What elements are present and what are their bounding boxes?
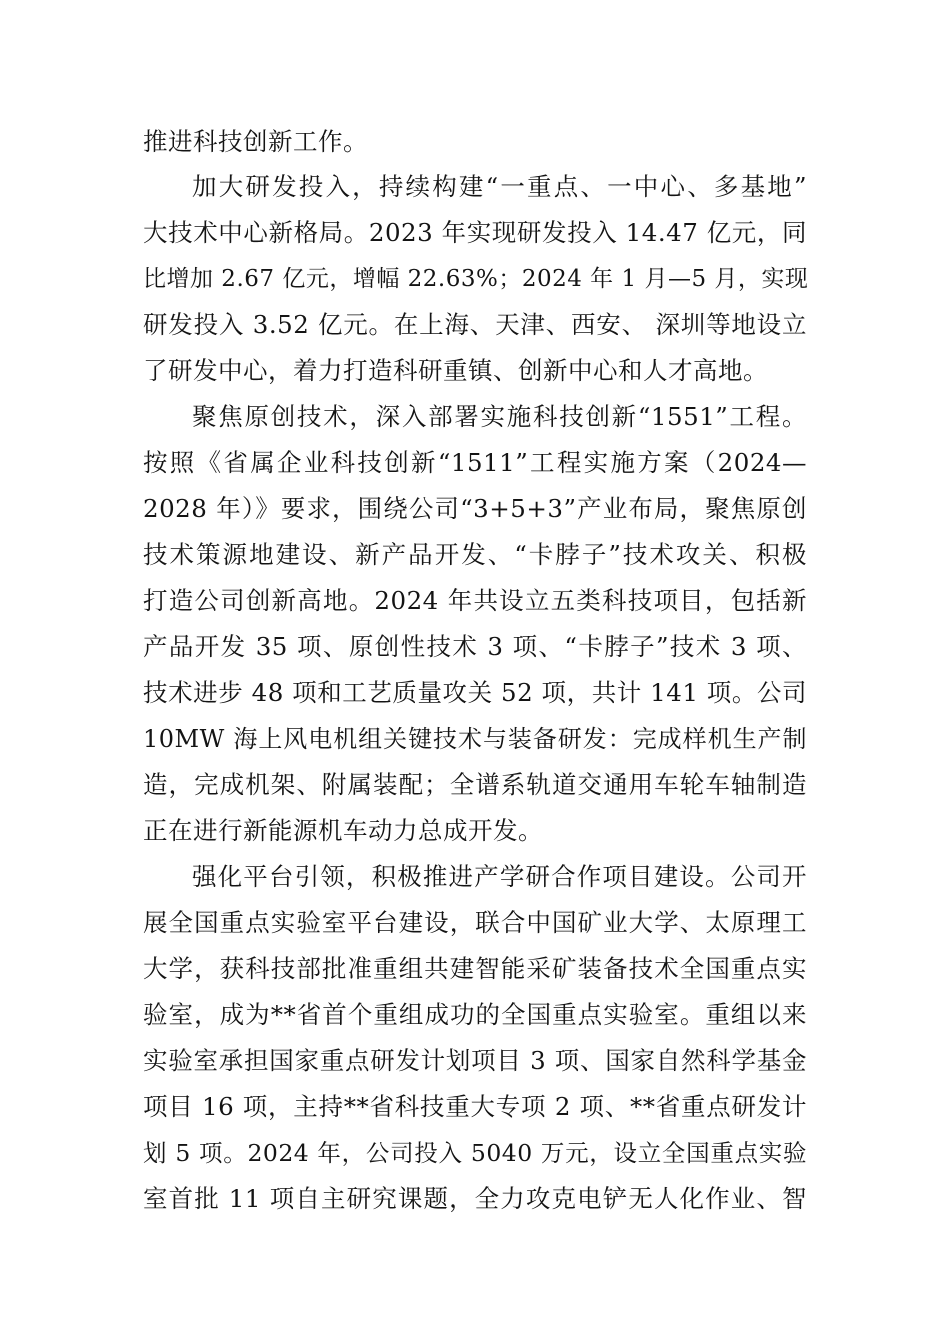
text-line: 技术策源地建设、新产品开发、“卡脖子”技术攻关、积极 (143, 540, 807, 569)
paragraph-first-line: 加大研发投入，持续构建“一重点、一中心、多基地” (192, 172, 807, 201)
text-line: 正在进行新能源机车动力总成开发。 (143, 816, 543, 845)
text-line: 室首批 11 项自主研究课题，全力攻克电铲无人化作业、智 (143, 1184, 807, 1213)
text-line: 验室，成为**省首个重组成功的全国重点实验室。重组以来 (143, 1000, 807, 1029)
text-line: 了研发中心，着力打造科研重镇、创新中心和人才高地。 (143, 356, 768, 385)
text-line: 研发投入 3.52 亿元。在上海、天津、西安、 深圳等地设立 (143, 310, 807, 339)
text-line: 大技术中心新格局。2023 年实现研发投入 14.47 亿元，同 (143, 218, 807, 247)
text-line: 实验室承担国家重点研发计划项目 3 项、国家自然科学基金 (143, 1046, 807, 1075)
text-line: 大学，获科技部批准重组共建智能采矿装备技术全国重点实 (143, 954, 807, 983)
text-line: 打造公司创新高地。2024 年共设立五类科技项目，包括新 (143, 586, 807, 615)
text-line: 比增加 2.67 亿元，增幅 22.63%；2024 年 1 月—5 月，实现 (143, 266, 809, 292)
text-line: 推进科技创新工作。 (143, 127, 368, 156)
text-line: 产品开发 35 项、原创性技术 3 项、“卡脖子”技术 3 项、 (143, 632, 807, 661)
text-line: 2028 年）》要求，围绕公司“3+5+3”产业布局，聚焦原创 (143, 494, 807, 523)
text-line: 10MW 海上风电机组关键技术与装备研发：完成样机生产制 (143, 725, 807, 753)
text-line: 按照《省属企业科技创新“1511”工程实施方案（2024— (143, 448, 807, 477)
text-line: 划 5 项。2024 年，公司投入 5040 万元，设立全国重点实验 (143, 1139, 807, 1167)
paragraph-first-line: 强化平台引领，积极推进产学研合作项目建设。公司开 (192, 862, 807, 891)
paragraph-first-line: 聚焦原创技术，深入部署实施科技创新“1551”工程。 (192, 402, 807, 431)
text-line: 项目 16 项，主持**省科技重大专项 2 项、**省重点研发计 (143, 1092, 807, 1121)
text-line: 展全国重点实验室平台建设，联合中国矿业大学、太原理工 (143, 908, 807, 937)
text-line: 技术进步 48 项和工艺质量攻关 52 项，共计 141 项。公司 (143, 678, 807, 707)
text-line: 造，完成机架、附属装配；全谱系轨道交通用车轮车轴制造 (143, 770, 807, 799)
